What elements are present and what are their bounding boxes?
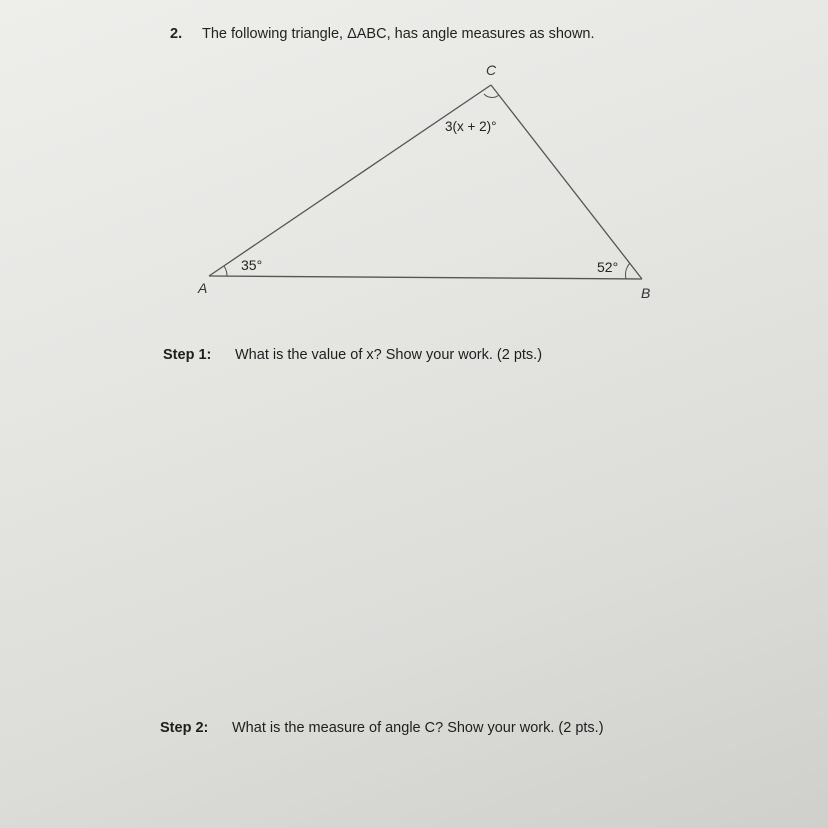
side-ac <box>209 85 491 276</box>
step-1-text: What is the value of x? Show your work. (2 pts.) <box>235 347 543 363</box>
step-2-text: What is the measure of angle C? Show your work. (2 pts.) <box>232 720 604 736</box>
vertex-label-a: A <box>198 280 208 296</box>
vertex-label-c: C <box>486 62 497 78</box>
side-cb <box>491 85 642 279</box>
angle-a-arc <box>224 266 227 276</box>
angle-b-measure: 52° <box>597 259 619 275</box>
question-number: 2. <box>170 26 183 42</box>
angle-a-measure: 35° <box>241 257 263 273</box>
step-2-label: Step 2: <box>160 720 209 736</box>
step-2-prompt <box>160 720 604 736</box>
step-1-label: Step 1: <box>163 347 212 363</box>
question-text: The following triangle, ΔABC, has angle measures as shown. <box>202 26 595 42</box>
vertex-label-b: B <box>641 285 651 301</box>
angle-c-arc <box>484 94 499 97</box>
angle-c-measure: 3(x + 2)° <box>445 119 497 134</box>
angle-b-arc <box>626 263 630 279</box>
side-ab <box>209 276 642 279</box>
step-1-prompt <box>163 347 542 363</box>
